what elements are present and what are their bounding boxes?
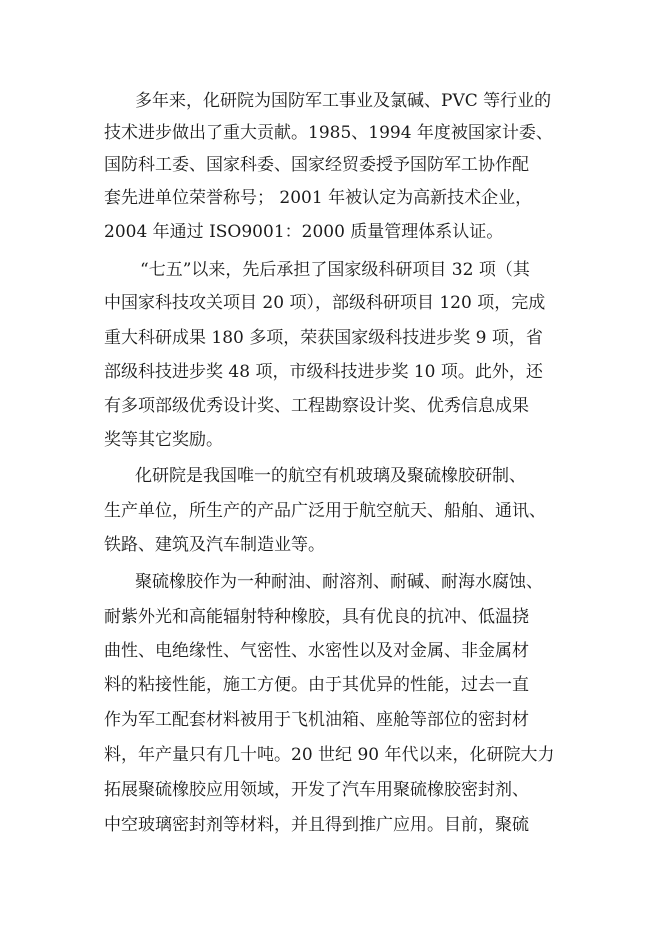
paragraph-2-line-5: 有多项部级优秀设计奖、工程勘察设计奖、优秀信息成果 [104, 396, 529, 416]
paragraph-4-line-7: 拓展聚硫橡胶应用领域，开发了汽车用聚硫橡胶密封剂、 [104, 780, 529, 800]
paragraph-2-line-1: “七五”以来，先后承担了国家级科研项目 32 项（其 [140, 260, 530, 280]
paragraph-2-line-4: 部级科技进步奖 48 项，市级科技进步奖 10 项。此外，还 [104, 362, 543, 382]
paragraph-1-line-3: 国防科工委、国家科委、国家经贸委授予国防军工协作配 [104, 155, 529, 175]
paragraph-4-line-5: 作为军工配套材料被用于飞机油箱、座舱等部位的密封材 [104, 710, 529, 730]
paragraph-3-line-2: 生产单位，所生产的产品广泛用于航空航天、船舶、通讯、 [104, 501, 546, 521]
paragraph-2-line-3: 重大科研成果 180 多项，荣获国家级科技进步奖 9 项，省 [104, 328, 543, 348]
paragraph-4-line-4: 料的粘接性能，施工方便。由于其优异的性能，过去一直 [104, 675, 529, 695]
paragraph-3-line-1: 化研院是我国唯一的航空有机玻璃及聚硫橡胶研制、 [135, 466, 526, 486]
paragraph-4-line-8: 中空玻璃密封剂等材料，并且得到推广应用。目前，聚硫 [104, 815, 529, 835]
paragraph-1-line-4: 套先进单位荣誉称号； 2001 年被认定为高新技术企业， [104, 188, 533, 208]
paragraph-1-line-1: 多年来，化研院为国防军工事业及氯碱、PVC 等行业的 [135, 91, 552, 111]
paragraph-4-line-3: 曲性、电绝缘性、气密性、水密性以及对金属、非金属材 [104, 641, 529, 661]
paragraph-2-line-6: 奖等其它奖励。 [104, 430, 223, 450]
paragraph-2-line-2: 中国家科技攻关项目 20 项），部级科研项目 120 项，完成 [104, 293, 546, 313]
paragraph-4-line-2: 耐紫外光和高能辐射特种橡胶，具有优良的抗冲、低温挠 [104, 607, 529, 627]
paragraph-4-line-6: 料，年产量只有几十吨。20 世纪 90 年代以来，化研院大力 [104, 745, 555, 765]
paragraph-1-line-2: 技术进步做出了重大贡献。1985、1994 年度被国家计委、 [104, 123, 553, 143]
paragraph-4-line-1: 聚硫橡胶作为一种耐油、耐溶剂、耐碱、耐海水腐蚀、 [135, 572, 543, 592]
paragraph-3-line-3: 铁路、建筑及汽车制造业等。 [104, 535, 325, 555]
paragraph-1-line-5: 2004 年通过 ISO9001：2000 质量管理体系认证。 [104, 222, 504, 242]
